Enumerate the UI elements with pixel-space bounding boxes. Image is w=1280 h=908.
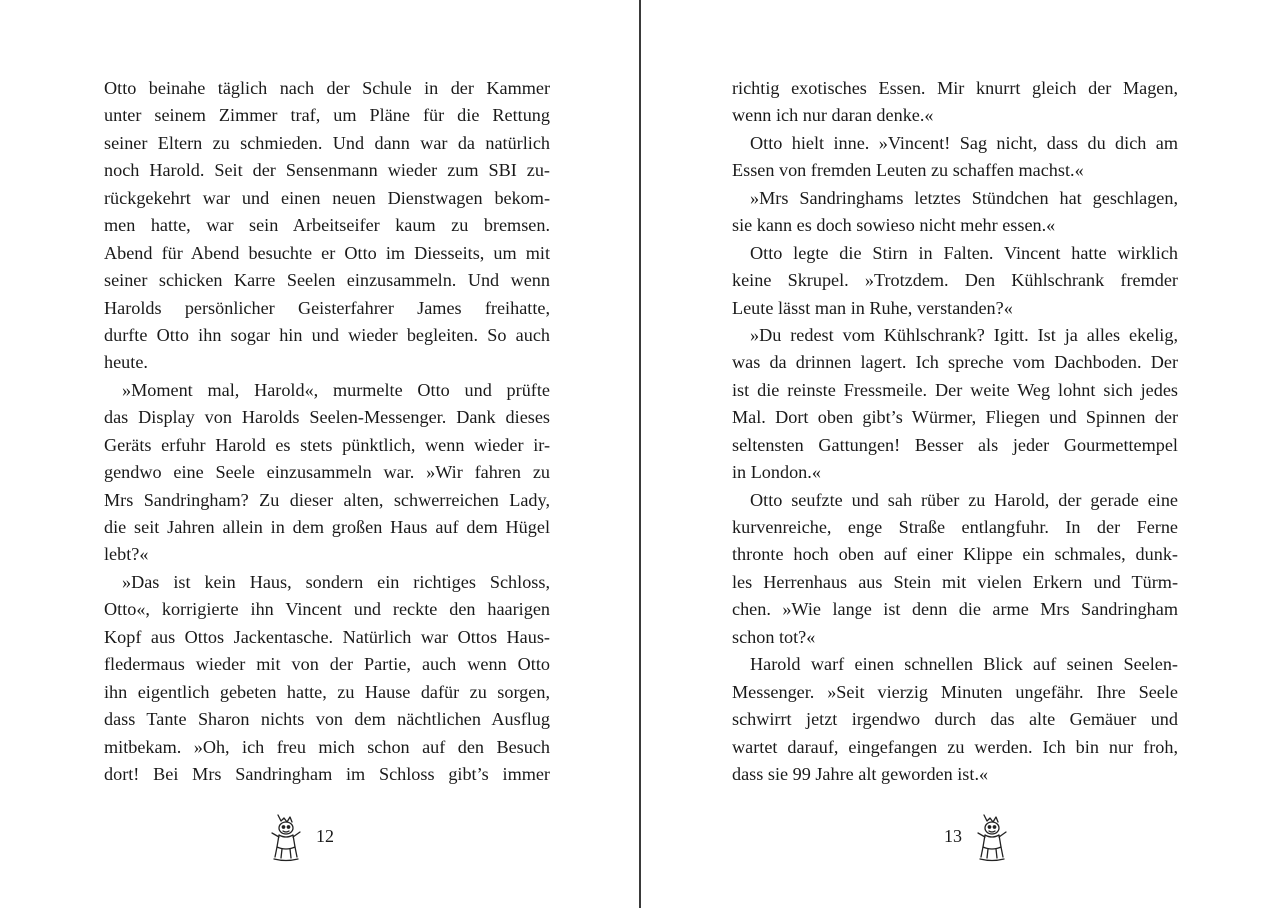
text-line: Otto legte die Stirn in Falten. Vincent hatte wirklich <box>750 242 1178 263</box>
text-line: Otto hielt inne. »Vincent! Sag nicht, dass du dich am <box>750 132 1178 153</box>
text-line: Abend für Abend besuchte er Otto im Diesseits, um mit <box>104 242 550 263</box>
text-line: die seit Jahren allein in dem großen Haus auf dem Hügel <box>104 517 550 537</box>
text-line: »Mrs Sandringhams letztes Stündchen hat geschlagen, <box>750 187 1178 208</box>
text-line: mitbekam. »Oh, ich freu mich schon auf den Besuch <box>104 736 550 757</box>
page-number: 12 <box>316 826 334 846</box>
text-line: Otto«, korrigierte ihn Vincent und reckte den haarigen <box>104 599 550 620</box>
text-line: lebt?« <box>104 544 149 565</box>
page-number: 13 <box>944 826 962 846</box>
text-line: Kopf aus Ottos Jackentasche. Natürlich war Ottos Haus- <box>104 626 550 647</box>
text-line: wenn ich nur daran denke.« <box>732 105 934 126</box>
text-line: »Das ist kein Haus, sondern ein richtiges Schloss, <box>122 571 550 592</box>
text-line: Otto seufzte und sah rüber zu Harold, der gerade eine <box>750 489 1178 510</box>
text-line: les Herrenhaus aus Stein mit vielen Erkern und Türm- <box>732 571 1178 592</box>
text-line: ist die reinste Fressmeile. Der weite Weg lohnt sich jedes <box>732 379 1178 400</box>
text-line: Messenger. »Seit vierzig Minuten ungefähr. Ihre Seele <box>732 681 1178 702</box>
text-line: wartet darauf, eingefangen zu werden. Ich bin nur froh, <box>732 736 1178 757</box>
text-line: unter seinem Zimmer traf, um Pläne für die Rettung <box>104 105 550 126</box>
text-line: in London.« <box>732 462 821 483</box>
text-line: seiner schicken Karre Seelen einzusammeln. Und wenn <box>104 270 550 291</box>
text-line: das Display von Harolds Seelen-Messenger. Dank dieses <box>104 407 550 428</box>
text-line: durfte Otto ihn sogar hin und wieder begleiten. So auch <box>104 324 550 345</box>
left-page <box>0 0 639 908</box>
text-line: ihn eigentlich gebeten hatte, zu Hause dafür zu sorgen, <box>104 681 550 702</box>
right-page-text <box>732 75 1178 788</box>
text-line: dass Tante Sharon nichts von dem nächtlichen Ausflug <box>104 709 550 730</box>
text-line: heute. <box>104 352 148 373</box>
text-line: Harold warf einen schnellen Blick auf seinen Seelen- <box>750 654 1178 675</box>
text-line: »Du redest vom Kühlschrank? Igitt. Ist ja alles ekelig, <box>750 324 1178 345</box>
left-page-text <box>104 75 550 788</box>
text-line: Otto beinahe täglich nach der Schule in der Kammer <box>104 78 550 98</box>
text-line: men hatte, war sein Arbeitseifer kaum zu bremsen. <box>104 215 550 236</box>
text-line: kurvenreiche, enge Straße entlangfuhr. In der Ferne <box>732 517 1178 537</box>
ghost-figure-icon <box>268 809 304 863</box>
text-line: richtig exotisches Essen. Mir knurrt gleich der Magen, <box>732 78 1178 98</box>
text-line: Mal. Dort oben gibt’s Würmer, Fliegen und Spinnen der <box>732 407 1178 428</box>
text-line: Harolds persönlicher Geisterfahrer James freihatte, <box>104 297 550 318</box>
text-line: Essen von fremden Leuten zu schaffen machst.« <box>732 160 1084 181</box>
text-line: Leute lässt man in Ruhe, verstanden?« <box>732 297 1013 318</box>
text-line: Geräts erfuhr Harold es stets pünktlich, wenn wieder ir- <box>104 434 550 455</box>
text-line: gendwo eine Seele einzusammeln war. »Wir fahren zu <box>104 462 550 483</box>
text-line: rückgekehrt war und einen neuen Dienstwagen bekom- <box>104 187 550 208</box>
right-page-folio <box>944 808 1010 864</box>
text-line: fledermaus wieder mit von der Partie, auch wenn Otto <box>104 654 550 675</box>
text-line: chen. »Wie lange ist denn die arme Mrs Sandringham <box>732 599 1178 620</box>
text-line: keine Skrupel. »Trotzdem. Den Kühlschrank fremder <box>732 270 1178 291</box>
ghost-figure-icon <box>974 809 1010 863</box>
text-line: schon tot?« <box>732 626 816 647</box>
text-line: sie kann es doch sowieso nicht mehr essen.« <box>732 215 1056 236</box>
text-line: »Moment mal, Harold«, murmelte Otto und prüfte <box>122 379 550 400</box>
text-line: was da drinnen lagert. Ich spreche vom Dachboden. Der <box>732 352 1178 373</box>
text-line: Mrs Sandringham? Zu dieser alten, schwerreichen Lady, <box>104 489 550 510</box>
text-line: seltensten Gattungen! Besser als jeder Gourmettempel <box>732 434 1178 455</box>
text-line: dort! Bei Mrs Sandringham im Schloss gibt’s immer <box>104 763 550 784</box>
text-line: seiner Eltern zu schmieden. Und dann war da natürlich <box>104 132 550 153</box>
text-line: dass sie 99 Jahre alt geworden ist.« <box>732 763 989 784</box>
text-line: thronte hoch oben auf einer Klippe ein schmales, dunk- <box>732 544 1178 565</box>
text-line: schwirrt jetzt irgendwo durch das alte Gemäuer und <box>732 709 1178 730</box>
right-page <box>641 0 1280 908</box>
text-line: noch Harold. Seit der Sensenmann wieder zum SBI zu- <box>104 160 550 181</box>
left-page-folio <box>268 808 334 864</box>
